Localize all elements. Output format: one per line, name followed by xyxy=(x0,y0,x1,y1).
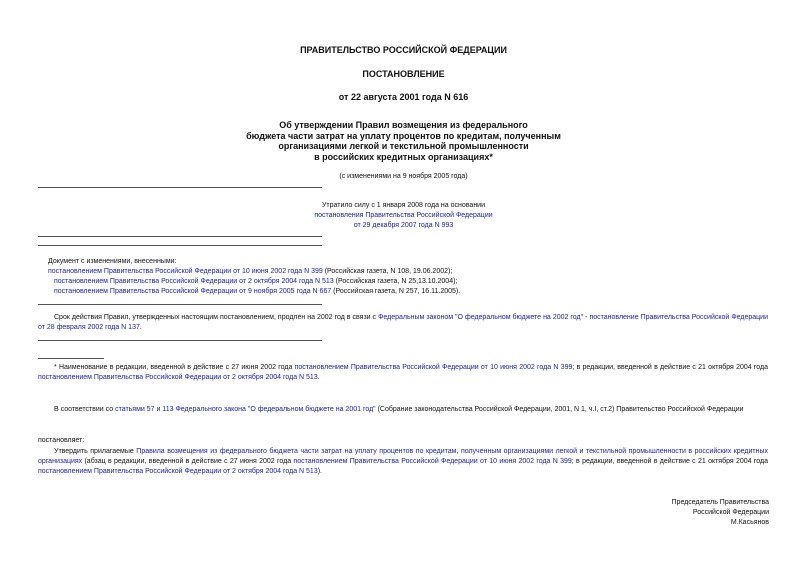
change-source-2: (Российская газета, N 25,13.10.2004); xyxy=(333,278,458,285)
approve-paragraph xyxy=(38,447,768,477)
lapsed-link-resolution[interactable]: постановления Правительства Российской Федерации xyxy=(314,212,493,219)
title-line-2: бюджета части затрат на уплату процентов по кредитам, полученным xyxy=(246,130,561,141)
change-link-1[interactable]: постановлением Правительства Российской Федерации от 10 июня 2002 года N 399 xyxy=(48,268,323,275)
basis-text-1: В соответствии со xyxy=(54,406,116,413)
approve-link-399[interactable]: постановлением Правительства Российской Федерации от 10 июня 2002 года N 399 xyxy=(293,458,572,465)
approve-link-513[interactable]: постановлением Правительства Российской Федерации от 2 октября 2004 года N 513 xyxy=(38,468,318,475)
change-source-3: (Российская газета, N 257, 16.11.2005). xyxy=(331,288,461,295)
signature-name: М.Касьянов xyxy=(730,519,769,526)
amendment-note: (с изменениями на 9 ноября 2005 года) xyxy=(339,173,468,180)
document-title xyxy=(200,120,607,162)
basis-text-2: (Собрание законодательства Российской Федерации, 2001, N 1, ч.I, ст.2) Правительство Российской Федерации xyxy=(375,406,744,413)
resolves-label: постановляет: xyxy=(38,437,85,444)
list-item xyxy=(54,287,766,297)
validity-link-resolution[interactable]: постановление Правительства Российской Федерации от 28 февраля 2002 года N 137 xyxy=(38,314,768,331)
document-date-number: от 22 августа 2001 года N 616 xyxy=(338,92,469,102)
approve-text-3: ; в редакции, введенной в действие с 21 октября 2004 года xyxy=(571,458,769,465)
footnote-paragraph xyxy=(38,363,768,383)
changes-list xyxy=(46,257,766,297)
change-source-1: (Российская газета, N 108, 19.06.2002); xyxy=(322,268,453,275)
footnote-text-3: . xyxy=(317,374,320,381)
change-link-2[interactable]: постановлением Правительства Российской Федерации от 2 октября 2004 года N 513 xyxy=(54,278,334,285)
footnote-link-513[interactable]: постановлением Правительства Российской Федерации от 2 октября 2004 года N 513 xyxy=(38,374,318,381)
change-link-3[interactable]: постановлением Правительства Российской Федерации от 9 ноября 2005 года N 667 xyxy=(54,288,332,295)
lapsed-notice xyxy=(200,201,607,231)
footnote-text-1: * Наименование в редакции, введенной в действие с 27 июня 2002 года xyxy=(54,364,295,371)
approve-link-rules[interactable]: Правила возмещения из федерального бюджета части затрат на уплату процентов по кредитам, полученным организациями легкой и текстильной промышленности в российских кредитных организациях xyxy=(38,448,768,465)
lapsed-link-date[interactable]: от 29 декабря 2007 года N 993 xyxy=(353,222,454,229)
approve-text-2: (абзац в редакции, введенной в действие с 27 июня 2002 года xyxy=(82,458,294,465)
validity-paragraph xyxy=(38,313,768,333)
title-line-1: Об утверждении Правил возмещения из федерального xyxy=(279,120,528,130)
footnote-text-2: ; в редакции, введенной в действие с 21 октября 2004 года xyxy=(572,364,768,371)
title-line-4: в российских кредитных организациях* xyxy=(314,151,493,162)
divider xyxy=(38,340,322,341)
divider xyxy=(38,304,322,305)
validity-text-1: Срок действия Правил, утвержденных настоящим постановлением, продлен на 2002 год в связи с xyxy=(54,314,379,321)
approve-text-4: ). xyxy=(317,468,322,475)
signature-position: Председатель Правительства xyxy=(671,499,769,506)
list-item xyxy=(54,277,766,287)
divider xyxy=(38,187,322,188)
validity-text-2: - xyxy=(583,314,590,321)
title-line-3: организациями легкой и текстильной промышленности xyxy=(278,141,529,151)
signature-block xyxy=(672,498,769,528)
divider xyxy=(38,245,322,246)
divider xyxy=(38,236,322,237)
basis-link-law[interactable]: статьями 57 и 113 Федерального закона "О федеральном бюджете на 2001 год" xyxy=(115,406,376,413)
signature-country: Российской Федерации xyxy=(692,509,769,516)
validity-text-3: . xyxy=(139,324,142,331)
validity-link-law[interactable]: Федеральным законом "О федеральном бюджете на 2002 год" xyxy=(378,314,584,321)
changes-intro: Документ с изменениями, внесенными: xyxy=(48,258,177,265)
lapsed-line: Утратило силу с 1 января 2008 года на основании xyxy=(321,202,486,209)
government-heading: ПРАВИТЕЛЬСТВО РОССИЙСКОЙ ФЕДЕРАЦИИ xyxy=(300,45,507,55)
basis-paragraph xyxy=(38,405,773,415)
footnote-link-399[interactable]: постановлением Правительства Российской Федерации от 10 июня 2002 года N 399 xyxy=(294,364,573,371)
list-item xyxy=(48,267,766,277)
document-type: ПОСТАНОВЛЕНИЕ xyxy=(362,69,445,79)
footnote-separator xyxy=(38,358,104,359)
approve-text-1: Утвердить прилагаемые xyxy=(54,448,137,455)
